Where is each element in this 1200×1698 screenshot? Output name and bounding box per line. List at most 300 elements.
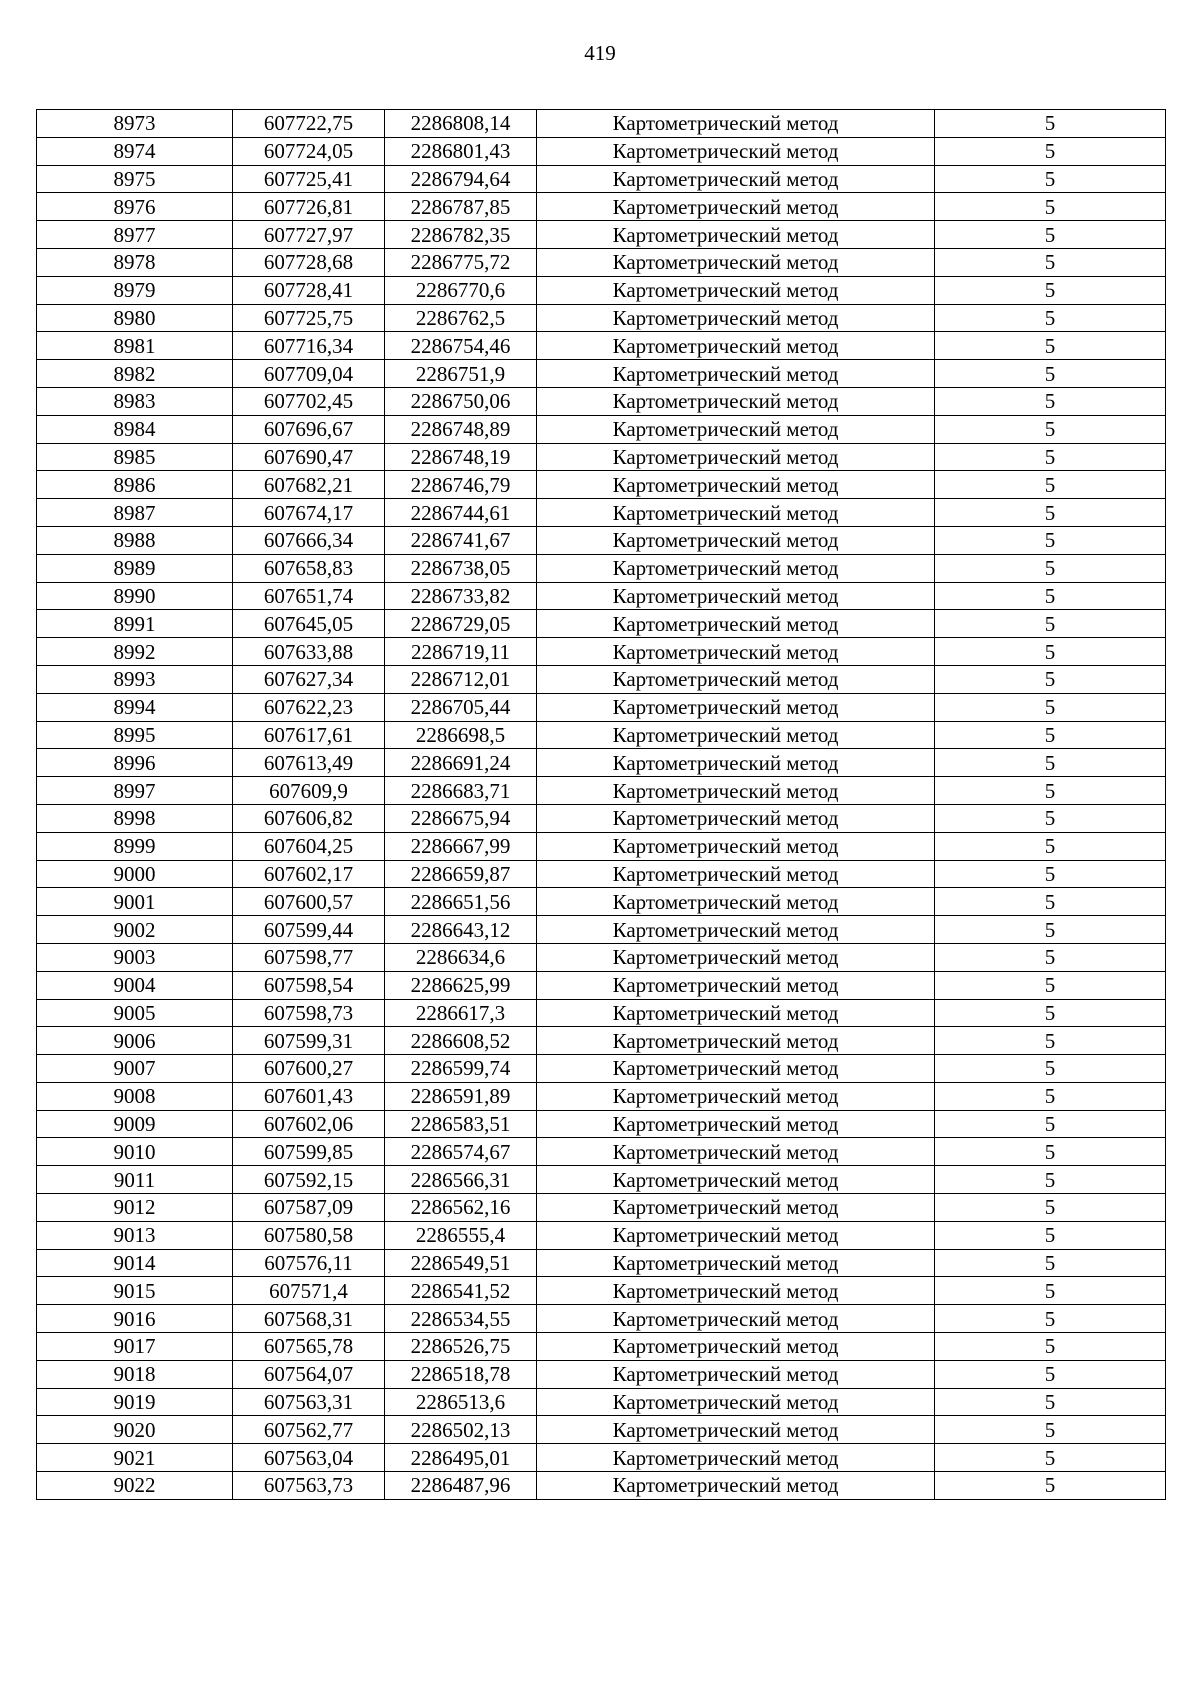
y-coordinate-cell [385, 1360, 537, 1388]
method-cell-text: Картометрический метод [612, 889, 839, 914]
method-cell-text: Картометрический метод [612, 611, 839, 636]
point-number-cell [37, 554, 233, 582]
x-coordinate-cell [233, 1333, 385, 1361]
y-coordinate-cell [385, 943, 537, 971]
table-row [37, 110, 1166, 138]
method-cell-text: Картометрический метод [612, 1390, 839, 1415]
x-coordinate-cell-text: 607651,74 [263, 583, 354, 608]
method-cell-text: Картометрический метод [612, 444, 839, 469]
x-coordinate-cell-text: 607599,85 [263, 1139, 354, 1164]
accuracy-cell [935, 943, 1166, 971]
accuracy-cell-text: 5 [1044, 806, 1056, 831]
x-coordinate-cell-text: 607727,97 [263, 222, 354, 247]
method-cell-text: Картометрический метод [612, 472, 839, 497]
x-coordinate-cell [233, 443, 385, 471]
x-coordinate-cell-text: 607606,82 [263, 806, 354, 831]
y-coordinate-cell-text: 2286746,79 [410, 472, 511, 497]
x-coordinate-cell-text: 607563,73 [263, 1473, 354, 1498]
y-coordinate-cell [385, 526, 537, 554]
method-cell [537, 1055, 935, 1083]
x-coordinate-cell-text: 607599,31 [263, 1028, 354, 1053]
point-number-cell-text: 9000 [113, 861, 156, 886]
point-number-cell [37, 165, 233, 193]
y-coordinate-cell-text: 2286667,99 [410, 834, 511, 859]
point-number-cell-text: 9006 [113, 1028, 156, 1053]
point-number-cell [37, 610, 233, 638]
point-number-cell [37, 1166, 233, 1194]
point-number-cell-text: 9022 [113, 1473, 156, 1498]
method-cell-text: Картометрический метод [612, 973, 839, 998]
accuracy-cell [935, 638, 1166, 666]
accuracy-cell [935, 1360, 1166, 1388]
table-row [37, 332, 1166, 360]
method-cell-text: Картометрический метод [612, 111, 839, 136]
table-row [37, 777, 1166, 805]
table-row [37, 1249, 1166, 1277]
y-coordinate-cell-text: 2286495,01 [410, 1445, 511, 1470]
accuracy-cell [935, 777, 1166, 805]
method-cell [537, 1166, 935, 1194]
x-coordinate-cell-text: 607666,34 [263, 528, 354, 553]
point-number-cell [37, 693, 233, 721]
x-coordinate-cell [233, 110, 385, 138]
method-cell [537, 804, 935, 832]
y-coordinate-cell-text: 2286487,96 [410, 1473, 511, 1498]
point-number-cell-text: 9012 [113, 1195, 156, 1220]
accuracy-cell-text: 5 [1044, 1167, 1056, 1192]
x-coordinate-cell [233, 1277, 385, 1305]
x-coordinate-cell-text: 607702,45 [263, 389, 354, 414]
method-cell [537, 137, 935, 165]
y-coordinate-cell-text: 2286683,71 [410, 778, 511, 803]
point-number-cell-text: 9011 [113, 1167, 156, 1192]
accuracy-cell-text: 5 [1044, 1417, 1056, 1442]
point-number-cell-text: 9018 [113, 1362, 156, 1387]
method-cell [537, 276, 935, 304]
point-number-cell [37, 916, 233, 944]
method-cell [537, 693, 935, 721]
method-cell-text: Картометрический метод [612, 667, 839, 692]
y-coordinate-cell-text: 2286782,35 [410, 222, 511, 247]
y-coordinate-cell [385, 916, 537, 944]
method-cell-text: Картометрический метод [612, 583, 839, 608]
x-coordinate-cell-text: 607568,31 [263, 1306, 354, 1331]
accuracy-cell-text: 5 [1044, 556, 1056, 581]
x-coordinate-cell-text: 607563,04 [263, 1445, 354, 1470]
method-cell-text: Картометрический метод [612, 1278, 839, 1303]
point-number-cell [37, 1277, 233, 1305]
point-number-cell-text: 8993 [113, 667, 156, 692]
method-cell-text: Картометрический метод [612, 166, 839, 191]
point-number-cell [37, 137, 233, 165]
y-coordinate-cell [385, 221, 537, 249]
table-row [37, 554, 1166, 582]
method-cell-text: Картометрический метод [612, 1306, 839, 1331]
point-number-cell-text: 9015 [113, 1278, 156, 1303]
x-coordinate-cell [233, 638, 385, 666]
method-cell-text: Картометрический метод [612, 1028, 839, 1053]
accuracy-cell-text: 5 [1044, 1306, 1056, 1331]
method-cell [537, 665, 935, 693]
accuracy-cell [935, 304, 1166, 332]
x-coordinate-cell-text: 607645,05 [263, 611, 354, 636]
point-number-cell-text: 8998 [113, 806, 156, 831]
accuracy-cell-text: 5 [1044, 667, 1056, 692]
x-coordinate-cell [233, 1388, 385, 1416]
page-number: 419 [584, 41, 616, 65]
point-number-cell [37, 1221, 233, 1249]
accuracy-cell-text: 5 [1044, 139, 1056, 164]
y-coordinate-cell-text: 2286787,85 [410, 194, 511, 219]
x-coordinate-cell [233, 332, 385, 360]
x-coordinate-cell-text: 607602,17 [263, 861, 354, 886]
x-coordinate-cell-text: 607587,09 [263, 1195, 354, 1220]
x-coordinate-cell [233, 749, 385, 777]
accuracy-cell-text: 5 [1044, 1139, 1056, 1164]
x-coordinate-cell-text: 607622,23 [263, 695, 354, 720]
y-coordinate-cell [385, 999, 537, 1027]
table-row [37, 1110, 1166, 1138]
table-row [37, 1444, 1166, 1472]
y-coordinate-cell [385, 1305, 537, 1333]
x-coordinate-cell-text: 607602,06 [263, 1112, 354, 1137]
method-cell [537, 749, 935, 777]
x-coordinate-cell-text: 607592,15 [263, 1167, 354, 1192]
accuracy-cell [935, 1305, 1166, 1333]
method-cell-text: Картометрический метод [612, 139, 839, 164]
y-coordinate-cell-text: 2286748,89 [410, 417, 511, 442]
accuracy-cell-text: 5 [1044, 1334, 1056, 1359]
point-number-cell-text: 8977 [113, 222, 156, 247]
method-cell-text: Картометрический метод [612, 1417, 839, 1442]
x-coordinate-cell [233, 860, 385, 888]
point-number-cell [37, 888, 233, 916]
point-number-cell [37, 804, 233, 832]
point-number-cell-text: 8988 [113, 528, 156, 553]
x-coordinate-cell [233, 248, 385, 276]
point-number-cell-text: 8999 [113, 834, 156, 859]
x-coordinate-cell [233, 387, 385, 415]
point-number-cell [37, 971, 233, 999]
x-coordinate-cell-text: 607564,07 [263, 1362, 354, 1387]
y-coordinate-cell [385, 1221, 537, 1249]
y-coordinate-cell [385, 1472, 537, 1500]
x-coordinate-cell [233, 165, 385, 193]
x-coordinate-cell [233, 1194, 385, 1222]
y-coordinate-cell [385, 888, 537, 916]
x-coordinate-cell [233, 304, 385, 332]
accuracy-cell-text: 5 [1044, 834, 1056, 859]
table-row [37, 1221, 1166, 1249]
x-coordinate-cell [233, 1249, 385, 1277]
method-cell [537, 1027, 935, 1055]
point-number-cell [37, 943, 233, 971]
accuracy-cell-text: 5 [1044, 945, 1056, 970]
point-number-cell-text: 9014 [113, 1251, 156, 1276]
method-cell [537, 721, 935, 749]
x-coordinate-cell-text: 607690,47 [263, 444, 354, 469]
y-coordinate-cell [385, 971, 537, 999]
x-coordinate-cell [233, 1110, 385, 1138]
method-cell-text: Картометрический метод [612, 1445, 839, 1470]
accuracy-cell [935, 832, 1166, 860]
x-coordinate-cell-text: 607722,75 [263, 111, 354, 136]
method-cell-text: Картометрический метод [612, 250, 839, 275]
accuracy-cell [935, 1082, 1166, 1110]
point-number-cell-text: 8991 [113, 611, 156, 636]
accuracy-cell [935, 971, 1166, 999]
x-coordinate-cell [233, 526, 385, 554]
x-coordinate-cell [233, 1305, 385, 1333]
table-row [37, 1416, 1166, 1444]
accuracy-cell [935, 610, 1166, 638]
x-coordinate-cell [233, 554, 385, 582]
table-row [37, 499, 1166, 527]
table-row [37, 832, 1166, 860]
y-coordinate-cell-text: 2286659,87 [410, 861, 511, 886]
method-cell [537, 221, 935, 249]
point-number-cell-text: 8989 [113, 556, 156, 581]
point-number-cell-text: 9016 [113, 1306, 156, 1331]
accuracy-cell-text: 5 [1044, 417, 1056, 442]
x-coordinate-cell-text: 607674,17 [263, 500, 354, 525]
point-number-cell [37, 1249, 233, 1277]
method-cell [537, 193, 935, 221]
point-number-cell-text: 8981 [113, 333, 156, 358]
point-number-cell [37, 1305, 233, 1333]
point-number-cell-text: 9013 [113, 1223, 156, 1248]
point-number-cell [37, 721, 233, 749]
x-coordinate-cell [233, 1444, 385, 1472]
method-cell [537, 1416, 935, 1444]
method-cell [537, 888, 935, 916]
table-row [37, 888, 1166, 916]
accuracy-cell [935, 888, 1166, 916]
y-coordinate-cell-text: 2286502,13 [410, 1417, 511, 1442]
point-number-cell [37, 193, 233, 221]
point-number-cell [37, 221, 233, 249]
method-cell [537, 360, 935, 388]
accuracy-cell-text: 5 [1044, 1084, 1056, 1109]
y-coordinate-cell [385, 1194, 537, 1222]
point-number-cell-text: 9017 [113, 1334, 156, 1359]
y-coordinate-cell-text: 2286808,14 [410, 111, 511, 136]
table-row [37, 276, 1166, 304]
x-coordinate-cell-text: 607580,58 [263, 1223, 354, 1248]
x-coordinate-cell [233, 721, 385, 749]
point-number-cell [37, 1416, 233, 1444]
accuracy-cell-text: 5 [1044, 583, 1056, 608]
accuracy-cell [935, 415, 1166, 443]
accuracy-cell-text: 5 [1044, 500, 1056, 525]
y-coordinate-cell [385, 248, 537, 276]
x-coordinate-cell [233, 1138, 385, 1166]
method-cell [537, 554, 935, 582]
x-coordinate-cell-text: 607598,77 [263, 945, 354, 970]
y-coordinate-cell-text: 2286513,6 [415, 1390, 506, 1415]
accuracy-cell [935, 1138, 1166, 1166]
accuracy-cell-text: 5 [1044, 695, 1056, 720]
accuracy-cell-text: 5 [1044, 250, 1056, 275]
point-number-cell [37, 248, 233, 276]
accuracy-cell-text: 5 [1044, 1445, 1056, 1470]
accuracy-cell [935, 499, 1166, 527]
y-coordinate-cell-text: 2286738,05 [410, 556, 511, 581]
y-coordinate-cell-text: 2286770,6 [415, 278, 506, 303]
method-cell-text: Картометрический метод [612, 778, 839, 803]
point-number-cell-text: 8986 [113, 472, 156, 497]
y-coordinate-cell-text: 2286691,24 [410, 750, 511, 775]
y-coordinate-cell [385, 804, 537, 832]
table-row [37, 1138, 1166, 1166]
accuracy-cell [935, 221, 1166, 249]
point-number-cell [37, 526, 233, 554]
accuracy-cell [935, 582, 1166, 610]
point-number-cell-text: 8975 [113, 166, 156, 191]
y-coordinate-cell [385, 276, 537, 304]
table-row [37, 360, 1166, 388]
x-coordinate-cell-text: 607633,88 [263, 639, 354, 664]
method-cell [537, 499, 935, 527]
point-number-cell [37, 332, 233, 360]
point-number-cell [37, 1388, 233, 1416]
y-coordinate-cell [385, 1416, 537, 1444]
accuracy-cell-text: 5 [1044, 1390, 1056, 1415]
x-coordinate-cell [233, 1221, 385, 1249]
x-coordinate-cell [233, 1166, 385, 1194]
accuracy-cell [935, 554, 1166, 582]
accuracy-cell-text: 5 [1044, 389, 1056, 414]
method-cell [537, 443, 935, 471]
method-cell-text: Картометрический метод [612, 806, 839, 831]
method-cell [537, 471, 935, 499]
x-coordinate-cell [233, 1055, 385, 1083]
method-cell-text: Картометрический метод [612, 945, 839, 970]
method-cell-text: Картометрический метод [612, 500, 839, 525]
point-number-cell [37, 1333, 233, 1361]
method-cell [537, 832, 935, 860]
accuracy-cell [935, 526, 1166, 554]
method-cell [537, 304, 935, 332]
table-row [37, 916, 1166, 944]
method-cell-text: Картометрический метод [612, 1167, 839, 1192]
x-coordinate-cell-text: 607658,83 [263, 556, 354, 581]
point-number-cell-text: 8980 [113, 305, 156, 330]
method-cell-text: Картометрический метод [612, 417, 839, 442]
method-cell [537, 1388, 935, 1416]
table-row [37, 304, 1166, 332]
point-number-cell-text: 9009 [113, 1112, 156, 1137]
point-number-cell [37, 1138, 233, 1166]
accuracy-cell-text: 5 [1044, 528, 1056, 553]
y-coordinate-cell [385, 1027, 537, 1055]
y-coordinate-cell [385, 749, 537, 777]
point-number-cell [37, 665, 233, 693]
accuracy-cell [935, 1388, 1166, 1416]
table-row [37, 1055, 1166, 1083]
accuracy-cell [935, 1333, 1166, 1361]
point-number-cell-text: 9005 [113, 1000, 156, 1025]
table-row [37, 248, 1166, 276]
x-coordinate-cell [233, 1416, 385, 1444]
y-coordinate-cell [385, 693, 537, 721]
y-coordinate-cell-text: 2286534,55 [410, 1306, 511, 1331]
accuracy-cell [935, 999, 1166, 1027]
point-number-cell-text: 9021 [113, 1445, 156, 1470]
x-coordinate-cell-text: 607604,25 [263, 834, 354, 859]
y-coordinate-cell-text: 2286583,51 [410, 1112, 511, 1137]
x-coordinate-cell [233, 1027, 385, 1055]
accuracy-cell [935, 165, 1166, 193]
method-cell [537, 1360, 935, 1388]
method-cell-text: Картометрический метод [612, 278, 839, 303]
accuracy-cell [935, 721, 1166, 749]
x-coordinate-cell-text: 607598,73 [263, 1000, 354, 1025]
x-coordinate-cell [233, 804, 385, 832]
x-coordinate-cell-text: 607725,75 [263, 305, 354, 330]
x-coordinate-cell [233, 193, 385, 221]
table-row [37, 221, 1166, 249]
table-row [37, 1194, 1166, 1222]
point-number-cell-text: 8983 [113, 389, 156, 414]
point-number-cell [37, 471, 233, 499]
accuracy-cell-text: 5 [1044, 750, 1056, 775]
accuracy-cell [935, 276, 1166, 304]
method-cell [537, 1472, 935, 1500]
x-coordinate-cell [233, 888, 385, 916]
method-cell-text: Картометрический метод [612, 1139, 839, 1164]
accuracy-cell-text: 5 [1044, 722, 1056, 747]
y-coordinate-cell-text: 2286751,9 [415, 361, 506, 386]
y-coordinate-cell [385, 137, 537, 165]
accuracy-cell-text: 5 [1044, 1362, 1056, 1387]
table-row [37, 971, 1166, 999]
method-cell-text: Картометрический метод [612, 1195, 839, 1220]
y-coordinate-cell-text: 2286675,94 [410, 806, 511, 831]
method-cell-text: Картометрический метод [612, 1334, 839, 1359]
x-coordinate-cell [233, 1360, 385, 1388]
table-row [37, 471, 1166, 499]
point-number-cell-text: 9010 [113, 1139, 156, 1164]
point-number-cell-text: 9001 [113, 889, 156, 914]
x-coordinate-cell-text: 607716,34 [263, 333, 354, 358]
table-row [37, 165, 1166, 193]
x-coordinate-cell-text: 607682,21 [263, 472, 354, 497]
y-coordinate-cell-text: 2286748,19 [410, 444, 511, 469]
accuracy-cell-text: 5 [1044, 305, 1056, 330]
y-coordinate-cell [385, 415, 537, 443]
y-coordinate-cell-text: 2286750,06 [410, 389, 511, 414]
method-cell-text: Картометрический метод [612, 1056, 839, 1081]
method-cell [537, 1138, 935, 1166]
accuracy-cell [935, 1444, 1166, 1472]
method-cell [537, 860, 935, 888]
x-coordinate-cell [233, 499, 385, 527]
accuracy-cell-text: 5 [1044, 1473, 1056, 1498]
y-coordinate-cell-text: 2286541,52 [410, 1278, 511, 1303]
y-coordinate-cell [385, 610, 537, 638]
table-row [37, 721, 1166, 749]
y-coordinate-cell [385, 1110, 537, 1138]
x-coordinate-cell [233, 916, 385, 944]
x-coordinate-cell-text: 607725,41 [263, 166, 354, 191]
accuracy-cell [935, 193, 1166, 221]
method-cell [537, 999, 935, 1027]
x-coordinate-cell [233, 471, 385, 499]
accuracy-cell [935, 1249, 1166, 1277]
accuracy-cell-text: 5 [1044, 1251, 1056, 1276]
y-coordinate-cell-text: 2286754,46 [410, 333, 511, 358]
